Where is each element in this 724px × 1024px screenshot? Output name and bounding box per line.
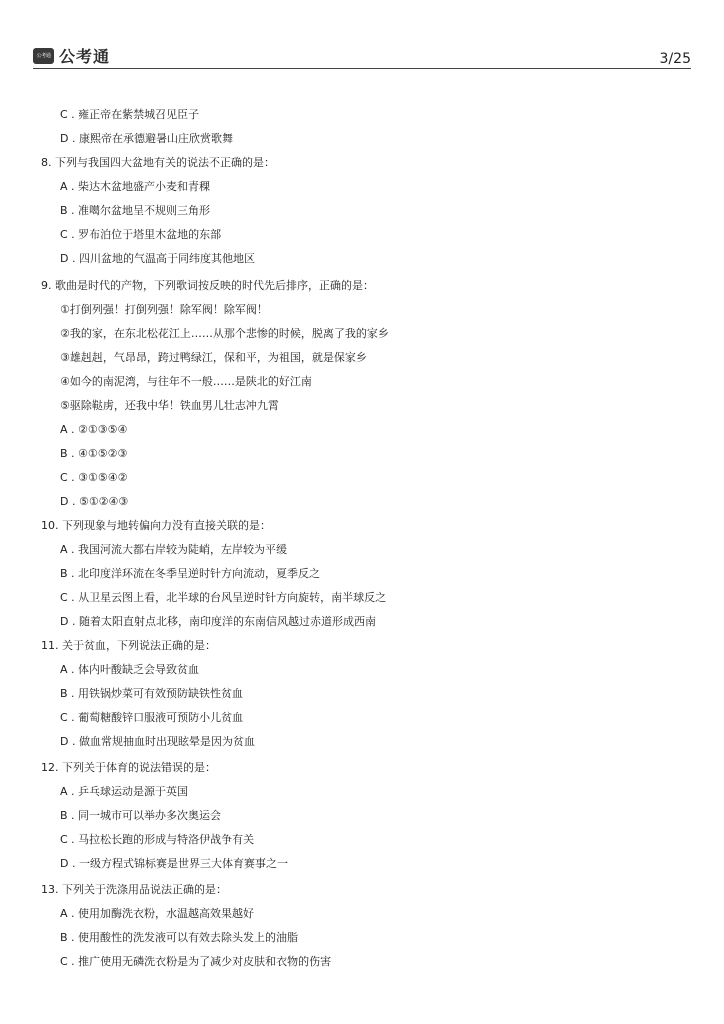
answer-option: D . 随着太阳直射点北移，南印度洋的东南信风越过赤道形成西南 xyxy=(60,615,376,628)
answer-option: A . ②①③⑤④ xyxy=(60,423,128,436)
answer-option: B . 使用酸性的洗发液可以有效去除头发上的油脂 xyxy=(60,931,299,944)
answer-option: C . 葡萄糖酸锌口服液可预防小儿贫血 xyxy=(60,711,244,724)
answer-option: C . 罗布泊位于塔里木盆地的东部 xyxy=(60,228,222,241)
question-stem: 8. 下列与我国四大盆地有关的说法不正确的是： xyxy=(41,156,275,169)
header-divider xyxy=(33,68,691,69)
answer-option: C . 从卫星云图上看，北半球的台风呈逆时针方向旋转，南半球反之 xyxy=(60,591,387,604)
question-stem: 11. 关于贫血，下列说法正确的是： xyxy=(41,639,216,652)
answer-option: C . 雍正帝在紫禁城召见臣子 xyxy=(60,108,200,121)
answer-option: A . 柴达木盆地盛产小麦和青稞 xyxy=(60,180,211,193)
answer-option: B . 同一城市可以举办多次奥运会 xyxy=(60,809,222,822)
answer-option: ①打倒列强！打倒列强！除军阀！除军阀！ xyxy=(60,303,268,316)
question-stem: 13. 下列关于洗涤用品说法正确的是： xyxy=(41,883,227,896)
logo xyxy=(33,44,110,67)
answer-option: A . 我国河流大都右岸较为陡峭，左岸较为平缓 xyxy=(60,543,288,556)
answer-option: ③雄赳赳，气昂昂，跨过鸭绿江，保和平，为祖国，就是保家乡 xyxy=(60,351,367,364)
logo-badge-icon: 公考通 xyxy=(33,48,54,64)
answer-option: ④如今的南泥湾，与往年不一般……是陕北的好江南 xyxy=(60,375,312,388)
answer-option: D . 四川盆地的气温高于同纬度其他地区 xyxy=(60,252,255,265)
answer-option: C . 马拉松长跑的形成与特洛伊战争有关 xyxy=(60,833,255,846)
answer-option: C . ③①⑤④② xyxy=(60,471,128,484)
logo-text: 公考通 xyxy=(59,47,111,66)
answer-option: B . ④①⑤②③ xyxy=(60,447,128,460)
answer-option: D . 一级方程式锦标赛是世界三大体育赛事之一 xyxy=(60,857,288,870)
page-number: 3/25 xyxy=(659,51,691,67)
answer-option: B . 北印度洋环流在冬季呈逆时针方向流动，夏季反之 xyxy=(60,567,321,580)
question-stem: 10. 下列现象与地转偏向力没有直接关联的是： xyxy=(41,519,271,532)
answer-option: C . 推广使用无磷洗衣粉是为了减少对皮肤和衣物的伤害 xyxy=(60,955,332,968)
answer-option: B . 准噶尔盆地呈不规则三角形 xyxy=(60,204,211,217)
question-stem: 12. 下列关于体育的说法错误的是： xyxy=(41,761,216,774)
answer-option: D . 做血常规抽血时出现眩晕是因为贫血 xyxy=(60,735,255,748)
answer-option: ⑤驱除鞑虏，还我中华！铁血男儿壮志冲九霄 xyxy=(60,399,279,412)
answer-option: B . 用铁锅炒菜可有效预防缺铁性贫血 xyxy=(60,687,244,700)
answer-option: ②我的家，在东北松花江上……从那个悲惨的时候，脱离了我的家乡 xyxy=(60,327,389,340)
question-stem: 9. 歌曲是时代的产物，下列歌词按反映的时代先后排序，正确的是： xyxy=(41,279,374,292)
answer-option: D . 康熙帝在承德避暑山庄欣赏歌舞 xyxy=(60,132,233,145)
page-header xyxy=(33,38,691,70)
answer-option: A . 乒乓球运动是源于英国 xyxy=(60,785,189,798)
answer-option: A . 体内叶酸缺乏会导致贫血 xyxy=(60,663,200,676)
answer-option: D . ⑤①②④③ xyxy=(60,495,129,508)
answer-option: A . 使用加酶洗衣粉，水温越高效果越好 xyxy=(60,907,255,920)
